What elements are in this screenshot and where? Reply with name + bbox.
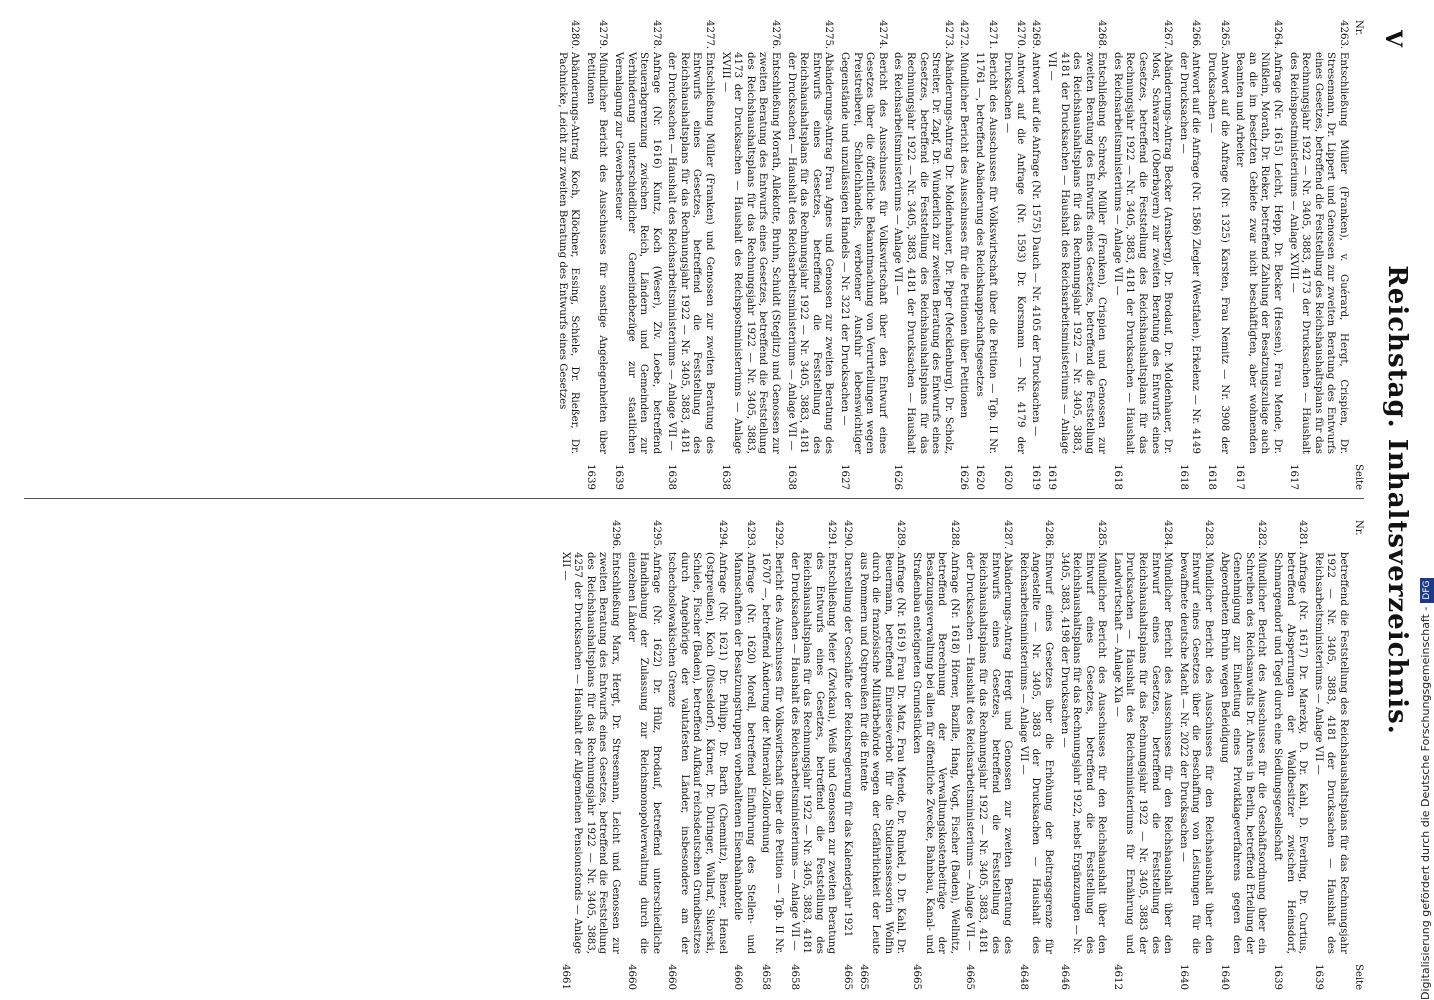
- entry-number: 4265.: [1218, 20, 1230, 50]
- entry-number: 4289.: [895, 520, 907, 550]
- entry-page: 4660: [666, 964, 678, 990]
- entry-text: Entschließung Marx, Hergt, Dr. Stresemann, Leicht und Genossen zur zweiten Beratung des Entwurfs eines Gesetzes, betreffend die Feststellung des Reichshaushaltsplans für das Rechnungsjahr 1922 — Nr. 3405, 3883, 4257 der Drucksachen — Haushalt der Allgemeinen Pensionsfonds — Anlage XII —: [559, 552, 621, 954]
- index-entry: [909, 520, 959, 990]
- entry-number: 4294.: [716, 520, 728, 550]
- index-entry: [787, 520, 837, 990]
- nr-label: Nr.: [1353, 20, 1364, 36]
- entry-page: 1618: [1206, 464, 1218, 490]
- entry-page: 1639: [1272, 964, 1284, 990]
- index-entry: [1110, 520, 1173, 990]
- index-entry: [1311, 520, 1349, 990]
- entry-text: Anfrage (Nr. 1615) Leicht, Hepp, Dr. Becker (Hessen), Frau Mende, Dr. Nüßlein, Morath, Dr. Rieker, betreffend Zahlung der Besatzungszulage auch an die im besetzten Gebiete zwar nicht beschäftigten, aber wohnenden Beamten und Arbeiter: [1234, 52, 1284, 454]
- index-entry: [624, 520, 662, 990]
- entry-number: 4274.: [876, 20, 888, 50]
- index-entry: [555, 20, 580, 490]
- index-entry: [1217, 520, 1267, 990]
- entry-number: 4270.: [1014, 20, 1026, 50]
- column-head: [1353, 520, 1364, 990]
- entry-number: 4276.: [770, 20, 782, 50]
- entry-page: 4646: [1058, 964, 1070, 990]
- index-entry: [1270, 520, 1308, 990]
- index-entry: [665, 520, 728, 990]
- entry-number: 4290.: [842, 520, 854, 550]
- entry-page: 1618: [1111, 464, 1123, 490]
- index-entry: [583, 20, 608, 490]
- entry-page: 1619: [1045, 464, 1057, 490]
- entry-text: Anfrage (Nr. 1618) Hörner, Bazille, Hang, Vogt, Fischer (Baden), Wellnitz, betreffend Berechnung der Verwaltungskostenbeiträge der Besatzungsverwaltung bei allen für öffentliche Zwecke, Bahnbau, Kanal- und Straßenbau enteigneten Grundstücken: [911, 552, 960, 954]
- seite-label: Seite: [1353, 964, 1364, 990]
- entry-number: 4267.: [1162, 20, 1174, 50]
- index-entry: [759, 520, 784, 990]
- index-entry: [1029, 20, 1042, 490]
- entry-number: 4292.: [773, 520, 785, 550]
- footer-strip: [1410, 0, 1434, 1000]
- index-entry: [1044, 20, 1107, 490]
- right-column: [24, 520, 1364, 990]
- index-entry: [1001, 20, 1026, 490]
- entry-number: 4286.: [1042, 520, 1054, 550]
- entry-text: Mündlicher Bericht des Ausschusses für die Geschäftsordnung über ein Schreiben des Reichsanwalts Dr. Ahrens in Berlin, betreffend Erteilung der Genehmigung zur Einleitung eines Privatklageverfahrens gegen den Abgeordneten Bruhn wegen Beleidigung: [1218, 552, 1268, 954]
- entry-text: Antwort auf die Anfrage (Nr. 1586) Ziegler (Westfalen), Erkelenz — Nr. 4149 der Drucksachen —: [1177, 52, 1202, 454]
- entry-page: 1639: [1312, 964, 1324, 990]
- entry-page: 1626: [958, 464, 970, 490]
- index-entry: [1286, 20, 1349, 490]
- page-roman-number: V: [1380, 30, 1406, 48]
- entry-list: [558, 520, 1349, 990]
- index-entry: [1057, 520, 1107, 990]
- entry-number: 4284.: [1162, 520, 1174, 550]
- entry-number: 4291.: [826, 520, 838, 550]
- entry-text: Abänderungs-Antrag Koch, Klöckner, Essing, Schiele, Dr. Rießer, Dr. Pachnicke, Leicht zur zweiten Beratung des Entwurfs eines Gesetzes: [556, 52, 581, 454]
- entry-page: 1619: [1030, 464, 1042, 490]
- index-entry: [611, 20, 661, 490]
- column-head: [1353, 20, 1364, 490]
- dfg-logo: DFG: [1420, 578, 1434, 603]
- entry-page: 1638: [666, 464, 678, 490]
- entry-page: 1638: [785, 464, 797, 490]
- page-title: Reichstag. Inhaltsverzeichnis.: [1382, 265, 1412, 735]
- footer-credit: [1414, 0, 1434, 1000]
- entry-text: Entschließung Müller (Franken) und Genossen zur zweiten Beratung des Entwurfs eines Gesetzes, betreffend die Feststellung des Reichshaushaltsplans für das Rechnungsjahr 1922 — Nr. 3405, 3883, 4181 der Drucksachen — Haushalt des Reichsarbeitsministeriums — Anlage VII —: [666, 52, 716, 454]
- entry-text: Mündlicher Bericht des Ausschusses für die Petitionen über Petitionen: [958, 52, 970, 419]
- entry-number: 4273.: [942, 20, 954, 50]
- entry-number: 4279.: [597, 20, 609, 50]
- index-entry: [731, 520, 756, 990]
- index-entry: [957, 20, 970, 490]
- entry-page: 4648: [1017, 964, 1029, 990]
- entry-number: 4263.: [1338, 20, 1349, 50]
- index-entry: [1176, 520, 1214, 990]
- index-entry: [1233, 20, 1283, 490]
- entry-page: 4612: [1111, 964, 1123, 990]
- index-entry: [963, 520, 1013, 990]
- entry-page: 1620: [1002, 464, 1014, 490]
- index-entry: [558, 520, 621, 990]
- entry-text: Darstellung der Geschäfte der Reichsregierung für das Kalenderjahr 1921: [842, 552, 854, 938]
- entry-text: Mündlicher Bericht des Ausschusses für den Reichshaushalt über den Entwurf eines Gesetzes, betreffend die Feststellung des Reichshaushaltsplans für das Rechnungsjahr 1922 — Nr. 3405, 3883 der Drucksachen — Haushalt des Reichsministeriums für Ernährung und Landwirtschaft — Anlage XIa —: [1111, 552, 1174, 954]
- entry-number: 4266.: [1190, 20, 1202, 50]
- entry-page: 4660: [732, 964, 744, 990]
- entry-number: 4282.: [1256, 520, 1268, 550]
- entry-page: 4660: [625, 964, 637, 990]
- index-entry: [837, 20, 887, 490]
- entry-page: 1627: [839, 464, 851, 490]
- index-entry: [784, 20, 834, 490]
- entry-page: 1617: [1234, 464, 1246, 490]
- seite-label: Seite: [1353, 464, 1364, 490]
- entry-page: 1639: [584, 464, 596, 490]
- entry-text: betreffend die Feststellung des Reichshaushaltsplans für das Rechnungsjahr 1922 — Nr. 3405, 3883, 4181 der Drucksachen — Haushalt des Reichsarbeitsministeriums — Anlage VII —: [1312, 552, 1349, 954]
- entry-number: 4278.: [650, 20, 662, 50]
- index-entry: [972, 20, 997, 490]
- index-entry: [1016, 520, 1054, 990]
- entry-number: 4287.: [1002, 520, 1014, 550]
- entry-page: 1638: [719, 464, 731, 490]
- entry-number: [1311, 520, 1349, 552]
- entry-page: 1640: [1177, 964, 1189, 990]
- index-entry: [891, 20, 954, 490]
- entry-text: Mündlicher Bericht des Ausschusses für sonstige Angelegenheiten über Petitionen: [584, 52, 609, 454]
- entry-number: 4288.: [948, 520, 960, 550]
- entry-page: 4661: [559, 964, 571, 990]
- entry-text: Bericht des Ausschusses für Volkswirtschaft über die Petition — Tgb. II Nr. 16707 —, betreffend Änderung der Mineralöl-Zollordnung: [760, 552, 785, 954]
- entry-page: 1640: [1218, 964, 1230, 990]
- entry-text: Abänderungs-Antrag Dr. Moldenhauer, Dr. Piper (Mecklenburg), Dr. Scholz, Streiter, Dr. Zapf, Dr. Wunderlich zur zweiten Beratung des Entwurfs eines Gesetzes, betreffend die Feststellung des Reichshaushaltsplans für das Rechnungsjahr 1922 — Nr. 3405, 3883, 4181 der Drucksachen — Haushalt des Reichsarbeitsministeriums — Anlage VII —: [892, 52, 954, 454]
- entry-text: Bericht des Ausschusses für Volkswirtschaft über den Entwurf eines Gesetzes über die öffentliche Bekanntmachung von Verurteilungen wegen Preistreiberei, Schleichhandels, verbotener Ausfuhr lebenswichtiger Gegenstände und unzulässigen Handels — Nr. 3221 der Drucksachen —: [839, 52, 888, 454]
- index-entry: [718, 20, 781, 490]
- index-entry: [1204, 20, 1229, 490]
- index-entry: [1176, 20, 1201, 490]
- entry-text: Anfrage (Nr. 1619) Frau Dr. Matz, Frau Mende, Dr. Runkel, D. Dr. Kahl, Dr. Beuermann, betreffend Einreiseverbot für die Studienassessorin Wolfin durch die französische Militärbehörde wegen der Gefährlichkeit der Leute aus Pommern und Ostpreußen für die Entente: [857, 552, 907, 954]
- entry-number: 4280.: [569, 20, 581, 50]
- entry-number: 4264.: [1272, 20, 1284, 50]
- entry-text: Abänderungs-Antrag Frau Agnes und Genossen zur zweiten Beratung des Entwurfs eines Gesetzes, betreffend die Feststellung des Reichshaushaltsplans für das Rechnungsjahr 1922 — Nr. 3405, 3883, 4181 der Drucksachen — Haushalt des Reichsarbeitsministeriums — Anlage VII —: [785, 52, 835, 454]
- entry-text: Entschließung Morath, Allekotte, Bruhn, Schuldt (Steglitz) und Genossen zur zweiten Beratung des Entwurfs eines Gesetzes, betreffend die Feststellung des Reichshaushaltsplans für das Rechnungsjahr 1922 — Nr. 3405, 3883, 4173 der Drucksachen — Haushalt des Reichspostministeriums — Anlage XVIII —: [719, 52, 782, 454]
- entry-number: 4285.: [1096, 520, 1108, 550]
- entry-text: Abänderungs-Antrag Hergt und Genossen zur zweiten Beratung des Entwurfs eines Gesetzes, betreffend die Feststellung des Reichshaushaltsplans für das Rechnungsjahr 1922 — Nr. 3405, 3883, 4181 der Drucksachen — Haushalt des Reichsarbeitsministeriums — Anlage VII —: [964, 552, 1014, 954]
- footer-credit-text: Digitalisierung gefördert durch die Deutsche Forschungsgemeinschaft -: [1419, 606, 1432, 1000]
- entry-page: 1620: [973, 464, 985, 490]
- entry-number: 4293.: [744, 520, 756, 550]
- entry-number: 4271.: [986, 20, 998, 50]
- entry-page: 1618: [1177, 464, 1189, 490]
- entry-text: Entschließung Meier (Zwickau), Weiß und Genossen zur zweiten Beratung des Entwurfs eines Gesetzes, betreffend die Feststellung des Reichshaushaltsplans für das Rechnungsjahr 1922 — Nr. 3405, 3883, 4181 der Drucksachen — Haushalt des Reichsarbeitsministeriums — Anlage VII —: [788, 552, 838, 954]
- entry-page: 4658: [788, 964, 800, 990]
- entry-text: Anfrage (Nr. 1616) Kuntz, Koch (Weser), Ziv. Loebe, betreffend Steuerabgrenzung zwischen Reich, Ländern und Gemeinden zur Verhinderung unterschiedlicher Gemeindebezüge zur staatlichen Veranlagung zur Gewerbesteuer: [612, 52, 662, 454]
- entry-page: 1617: [1287, 464, 1299, 490]
- index-entry: [1110, 20, 1173, 490]
- index-entry: [665, 20, 715, 490]
- entry-number: 4272.: [958, 20, 970, 50]
- entry-text: Mündlicher Bericht des Ausschusses für den Reichshaushalt über den Entwurf eines Gesetzes über die Beschaffung von Leistungen für die bewaffnete deutsche Macht — Nr. 2022 der Drucksachen —: [1177, 552, 1215, 954]
- entry-page: 4665: [964, 964, 976, 990]
- entry-page: 4665: [857, 964, 869, 990]
- entry-number: 4281.: [1297, 520, 1309, 550]
- entry-text: Bericht des Ausschusses für Volkswirtschaft über die Petition — Tgb. II Nr. 11761 —, betreffend Abänderung des Reichsknappschaftsgesetzes: [973, 52, 998, 454]
- entry-text: Anfrage (Nr. 1622) Dr. Hülz, Brodauf, betreffend unterschiedliche Handhabung der Zulassung zur Reichsmonopolverwaltung durch die einzelnen Länder: [625, 552, 662, 954]
- entry-text: Entschließung Müller (Franken), v. Guérard, Hergt, Crispien, Dr. Stresemann, Dr. Lippert und Genossen zur zweiten Beratung des Entwurfs eines Gesetzes, betreffend die Feststellung des Reichshaushaltsplans für das Rechnungsjahr 1922 — Nr. 3405, 3883, 4173 der Drucksachen — Haushalt des Reichspostministeriums — Anlage XVIII —: [1287, 52, 1349, 454]
- entry-number: 4296.: [609, 520, 621, 550]
- nr-label: Nr.: [1353, 520, 1364, 536]
- entry-number: 4277.: [704, 20, 716, 50]
- entry-page: 1626: [892, 464, 904, 490]
- entry-page: 4665: [911, 964, 922, 990]
- entry-text: Antwort auf die Anfrage (Nr. 1575) Dauch — Nr. 4105 der Drucksachen —: [1030, 52, 1042, 437]
- entry-number: 4268.: [1096, 20, 1108, 50]
- entry-page: 1639: [612, 464, 624, 490]
- left-column: [24, 20, 1364, 490]
- entry-number: 4283.: [1203, 520, 1215, 550]
- entry-text: Antwort auf die Anfrage (Nr. 1325) Karsten, Frau Nemitz — Nr. 3908 der Drucksachen —: [1206, 52, 1230, 454]
- entry-text: Anfrage (Nr. 1620) Morell, betreffend Einführung des Stellen- und Mannschaften der Besatzungstruppen vorbehaltenen Eisenbahnabteile: [732, 552, 756, 954]
- column-divider: [24, 498, 1364, 499]
- entry-page: 4665: [842, 964, 854, 990]
- entry-text: Anfrage (Nr. 1617) Dr. Marezky, D. Dr. Kahl, D. Everling, Dr. Curtius, betreffend Absperrungen der Waldbesitzer zwischen Heinsdorf, Schmargendorf und Tegel durch eine Siedlungsgesellschaft: [1272, 552, 1309, 954]
- entry-number: 4269.: [1030, 20, 1042, 50]
- entry-text: Antwort auf die Anfrage (Nr. 1593) Dr. Korsmann — Nr. 4179 der Drucksachen —: [1002, 52, 1026, 454]
- entry-number: 4295.: [650, 520, 662, 550]
- index-entry: [856, 520, 906, 990]
- entry-text: Entwurf eines Gesetzes über die Erhöhung der Beitragsgrenze für Angestellte — Nr. 3405, 3883 der Drucksachen — Haushalt des Reichsarbeitsministeriums — Anlage VII —: [1017, 552, 1054, 954]
- entry-text: Abänderungs-Antrag Becker (Arnsberg), Dr. Brodauf, Dr. Moldenhauer, Dr. Most, Schwarzer (Oberbayern) zur zweiten Beratung des Entwurfs eines Gesetzes, betreffend die Feststellung des Reichshaushaltsplans für das Rechnungsjahr 1922 — Nr. 3405, 3883, 4181 der Drucksachen — Haushalt des Reichsarbeitsministeriums — Anlage VII —: [1111, 52, 1174, 454]
- index-entry: [840, 520, 853, 990]
- entry-text: Anfrage (Nr. 1621) Dr. Philipp, Dr. Barth (Chemnitz), Biener, Hensel (Ostpreußen), Koch (Düsseldorf), Kärner, Dr. Düringer, Wallraf, Sikorski, Schiele, Fischer (Baden), betreffend Aufkauf reichsdeutschen Grundbesitzes durch Angehörige der valutafesten Länder, insbesondere am der tschechoslowakischen Grenze: [666, 552, 728, 954]
- entry-list: [555, 20, 1349, 490]
- entry-text: Mündlicher Bericht des Ausschusses für den Reichshaushalt über den Entwurf eines Gesetzes, betreffend die Feststellung des Reichshaushaltsplans für das Rechnungsjahr 1922, nebst Ergänzungen — Nr. 3405, 3883, 4198 der Drucksachen —: [1058, 552, 1108, 954]
- entry-number: 4275.: [823, 20, 835, 50]
- entry-page: 4658: [760, 964, 772, 990]
- entry-text: Entschließung Schreck, Müller (Franken), Crispien und Genossen zur zweiten Beratung des Entwurfs eines Gesetzes, betreffend die Feststellung des Reichshaushaltsplans für das Rechnungsjahr 1922 — Nr. 3405, 3883, 4181 der Drucksachen — Haushalt des Reichsarbeitsministeriums — Anlage VII —: [1045, 52, 1108, 454]
